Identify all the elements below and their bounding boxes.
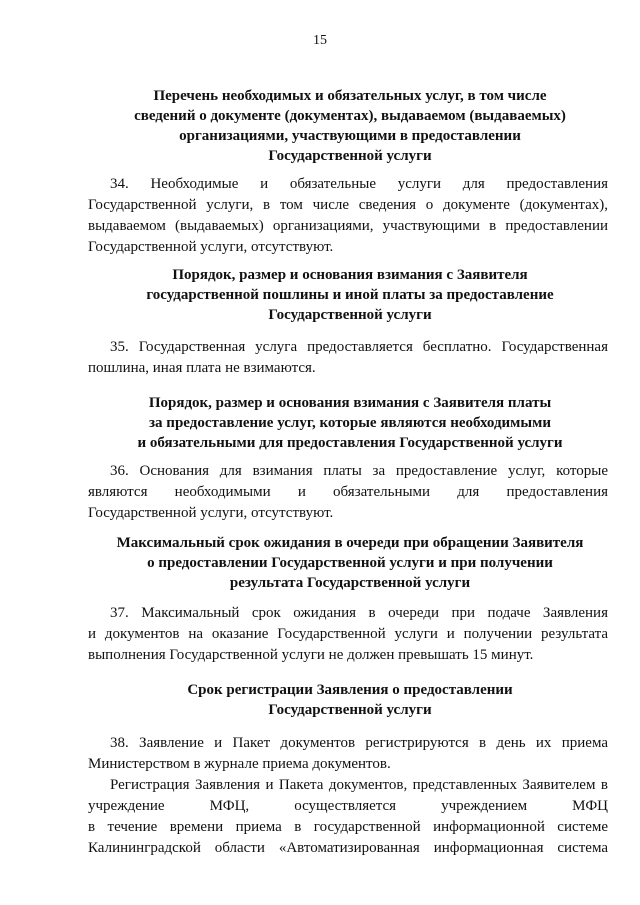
paragraph-line: пошлина, иная плата не взимаются. xyxy=(88,360,316,376)
section-heading xyxy=(60,265,640,325)
paragraph-line: Государственной услуги, в том числе сведения о документе (документах), xyxy=(88,197,608,213)
section-heading xyxy=(60,393,640,453)
paragraph-line: Калининградской области «Автоматизированная информационная система xyxy=(88,840,608,856)
paragraph-line: Регистрация Заявления и Пакета документов, представленных Заявителем в xyxy=(110,777,608,793)
heading-line: Государственной услуги xyxy=(268,148,432,164)
paragraph-36 xyxy=(88,461,608,524)
paragraph-line: в течение времени приема в государственной информационной системе xyxy=(88,819,608,835)
heading-line: Порядок, размер и основания взимания с Заявителя xyxy=(172,267,528,283)
heading-line: о предоставлении Государственной услуги и при получении xyxy=(147,555,553,571)
paragraph-line: являются необходимыми и обязательными для предоставления xyxy=(88,484,608,500)
paragraph-line: 36. Основания для взимания платы за предоставление услуг, которые xyxy=(110,463,608,479)
paragraph-35 xyxy=(88,337,608,379)
paragraph-line: Государственной услуги, отсутствуют. xyxy=(88,239,334,255)
paragraph-38 xyxy=(88,733,608,859)
section-heading xyxy=(60,533,640,593)
heading-line: Государственной услуги xyxy=(268,307,432,323)
paragraph-37 xyxy=(88,603,608,666)
paragraph-line: 35. Государственная услуга предоставляется бесплатно. Государственная xyxy=(110,339,608,355)
paragraph-line: учреждение МФЦ, осуществляется учреждением МФЦ xyxy=(88,798,608,814)
heading-line: Срок регистрации Заявления о предоставлении xyxy=(187,682,513,698)
heading-line: Максимальный срок ожидания в очереди при обращении Заявителя xyxy=(116,535,584,551)
section-heading xyxy=(60,680,640,720)
page-number: 15 xyxy=(313,33,327,48)
paragraph-line: выдаваемом (выдаваемых) организациями, участвующими в предоставлении xyxy=(88,218,608,234)
heading-line: сведений о документе (документах), выдаваемом (выдаваемых) xyxy=(134,108,566,124)
heading-line: за предоставление услуг, которые являются необходимыми xyxy=(149,415,551,431)
heading-line: Перечень необходимых и обязательных услуг, в том числе xyxy=(153,88,547,104)
paragraph-line: Министерством в журнале приема документов. xyxy=(88,756,391,772)
heading-line: Порядок, размер и основания взимания с Заявителя платы xyxy=(148,395,552,411)
paragraph-34 xyxy=(88,174,608,258)
section-heading xyxy=(60,86,640,166)
paragraph-line: Государственной услуги, отсутствуют. xyxy=(88,505,334,521)
heading-line: и обязательными для предоставления Государственной услуги xyxy=(137,435,563,451)
heading-line: государственной пошлины и иной платы за предоставление xyxy=(146,287,554,303)
heading-line: Государственной услуги xyxy=(268,702,432,718)
paragraph-line: 34. Необходимые и обязательные услуги для предоставления xyxy=(110,176,608,192)
paragraph-line: 38. Заявление и Пакет документов регистрируются в день их приема xyxy=(110,735,608,751)
paragraph-line: выполнения Государственной услуги не должен превышать 15 минут. xyxy=(88,647,534,663)
paragraph-line: и документов на оказание Государственной услуги и получении результата xyxy=(88,626,608,642)
paragraph-line: 37. Максимальный срок ожидания в очереди при подаче Заявления xyxy=(110,605,608,621)
heading-line: организациями, участвующими в предоставлении xyxy=(179,128,521,144)
heading-line: результата Государственной услуги xyxy=(229,575,471,591)
